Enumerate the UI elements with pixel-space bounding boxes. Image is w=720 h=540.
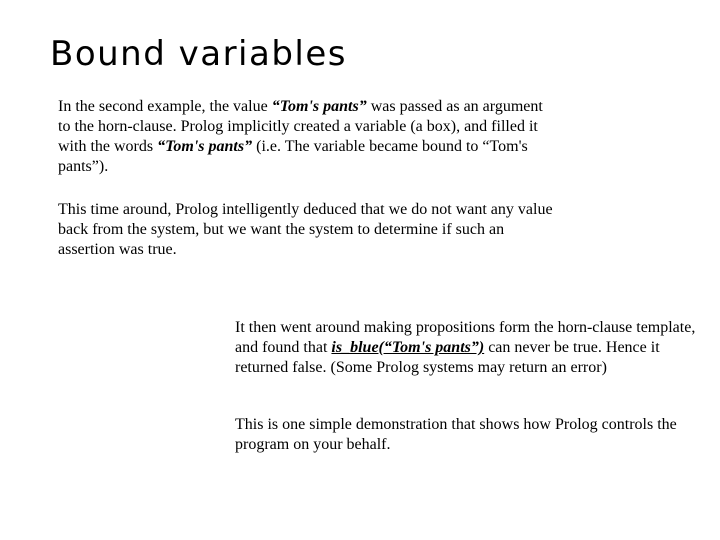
paragraph-text: can never be true. Hence it returned false. (Some Prolog systems may return an error): [235, 339, 660, 376]
quoted-value: “Tom's pants”: [271, 98, 367, 115]
paragraph-demonstration: This is one simple demonstration that shows how Prolog controls the program on your behalf.: [235, 416, 677, 453]
paragraph-text: was passed as an argument to the horn-clause. Prolog implicitly created a variable (a box), and filled it with the words: [58, 98, 543, 155]
paragraph-text: It then went around making propositions form the horn-clause template, and found that: [235, 319, 696, 356]
paragraph-text: (i.e. The variable became bound to “Tom's pants”).: [58, 138, 528, 175]
paragraph-bound-variable-explanation: [58, 97, 558, 177]
slide-title: Bound variables: [50, 34, 347, 74]
predicate-code: is_blue(“Tom's pants”): [331, 339, 485, 356]
paragraph-text: In the second example, the value: [58, 98, 272, 115]
paragraph-propositions: [235, 318, 700, 378]
quoted-value: “Tom's pants”: [157, 138, 253, 155]
paragraph-deduction: This time around, Prolog intelligently deduced that we do not want any value back from the system, but we want the system to determine if such an assertion was true.: [58, 201, 553, 258]
